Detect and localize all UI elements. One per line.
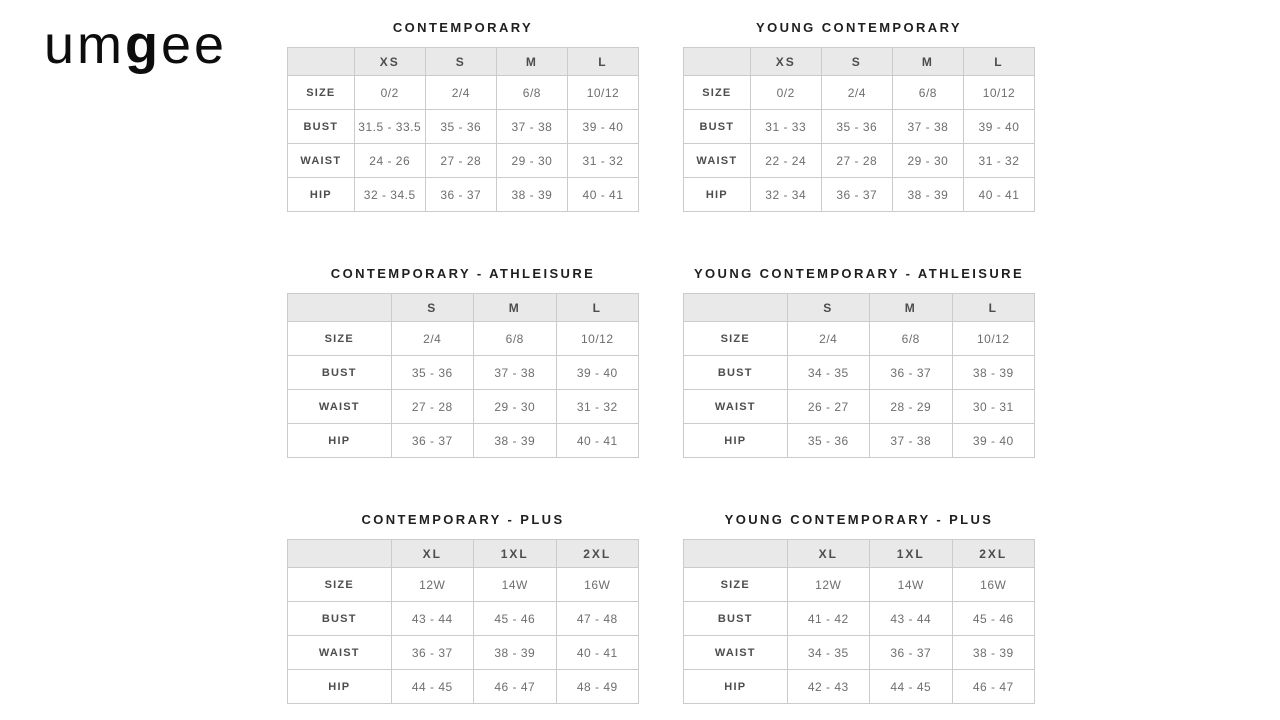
column-header-cell: L [952,294,1035,322]
value-cell: 34 - 35 [787,356,869,390]
table-row [684,322,1035,356]
corner-cell [288,294,392,322]
size-table [287,293,639,458]
value-cell: 40 - 41 [963,178,1034,212]
table-row [684,76,1035,110]
value-cell: 14W [474,568,556,602]
size-table-group [287,510,639,704]
table-row [288,390,639,424]
row-label-cell: HIP [288,178,355,212]
size-table [287,47,639,212]
value-cell: 37 - 38 [870,424,952,458]
table-row [288,568,639,602]
logo-text-suffix: ee [161,15,228,75]
value-cell: 29 - 30 [474,390,556,424]
value-cell: 27 - 28 [425,144,496,178]
value-cell: 47 - 48 [556,602,639,636]
table-row [288,424,639,458]
value-cell: 22 - 24 [750,144,821,178]
size-table-title: YOUNG CONTEMPORARY - PLUS [724,512,994,527]
column-header-cell: M [474,294,556,322]
value-cell: 36 - 37 [870,356,952,390]
corner-cell [684,294,788,322]
column-header-cell: L [567,48,638,76]
row-label-cell: BUST [684,110,751,144]
row-label-cell: SIZE [684,76,751,110]
column-header-cell: M [870,294,952,322]
table-row [288,76,639,110]
value-cell: 32 - 34.5 [354,178,425,212]
value-cell: 27 - 28 [391,390,473,424]
value-cell: 35 - 36 [391,356,473,390]
header-row [288,540,639,568]
row-label-cell: BUST [684,356,788,390]
row-label-cell: BUST [288,602,392,636]
table-row [684,110,1035,144]
column-header-cell: XS [750,48,821,76]
column-header-cell: L [556,294,639,322]
table-row [288,178,639,212]
value-cell: 42 - 43 [787,670,869,704]
value-cell: 16W [556,568,639,602]
size-table-group [683,18,1035,212]
header-row [684,48,1035,76]
value-cell: 31 - 32 [556,390,639,424]
value-cell: 31.5 - 33.5 [354,110,425,144]
table-row [288,356,639,390]
value-cell: 0/2 [354,76,425,110]
header-row [684,294,1035,322]
column-header-cell: S [391,294,473,322]
column-header-cell: S [787,294,869,322]
size-tables-grid [287,18,1035,704]
size-table-group [683,510,1035,704]
row-label-cell: HIP [288,424,392,458]
row-label-cell: SIZE [684,322,788,356]
column-header-cell: M [496,48,567,76]
column-header-cell: XS [354,48,425,76]
value-cell: 46 - 47 [474,670,556,704]
row-label-cell: SIZE [288,322,392,356]
value-cell: 38 - 39 [952,356,1035,390]
row-label-cell: SIZE [684,568,788,602]
row-label-cell: HIP [684,424,788,458]
table-row [684,390,1035,424]
row-label-cell: WAIST [684,636,788,670]
value-cell: 43 - 44 [391,602,473,636]
value-cell: 6/8 [496,76,567,110]
row-label-cell: SIZE [288,76,355,110]
size-table-title: YOUNG CONTEMPORARY [756,20,962,35]
table-row [288,110,639,144]
value-cell: 6/8 [892,76,963,110]
value-cell: 40 - 41 [556,636,639,670]
table-row [684,636,1035,670]
value-cell: 45 - 46 [952,602,1035,636]
row-label-cell: HIP [684,178,751,212]
value-cell: 29 - 30 [496,144,567,178]
value-cell: 37 - 38 [892,110,963,144]
value-cell: 39 - 40 [556,356,639,390]
column-header-cell: XL [391,540,473,568]
table-row [288,670,639,704]
table-row [684,670,1035,704]
row-label-cell: BUST [288,356,392,390]
value-cell: 26 - 27 [787,390,869,424]
value-cell: 38 - 39 [474,636,556,670]
logo-text-prefix: um [44,15,126,75]
value-cell: 12W [391,568,473,602]
column-header-cell: S [425,48,496,76]
value-cell: 44 - 45 [870,670,952,704]
row-label-cell: SIZE [288,568,392,602]
size-table [287,539,639,704]
column-header-cell: S [821,48,892,76]
value-cell: 24 - 26 [354,144,425,178]
corner-cell [684,48,751,76]
value-cell: 35 - 36 [821,110,892,144]
column-header-cell: L [963,48,1034,76]
row-label-cell: HIP [684,670,788,704]
value-cell: 35 - 36 [787,424,869,458]
table-row [684,602,1035,636]
header-row [684,540,1035,568]
value-cell: 30 - 31 [952,390,1035,424]
size-table-group [683,264,1035,458]
table-row [684,144,1035,178]
value-cell: 44 - 45 [391,670,473,704]
row-label-cell: WAIST [288,390,392,424]
table-row [684,424,1035,458]
size-table-title: CONTEMPORARY [392,20,534,35]
value-cell: 34 - 35 [787,636,869,670]
column-header-cell: 2XL [556,540,639,568]
corner-cell [288,48,355,76]
value-cell: 6/8 [474,322,556,356]
value-cell: 27 - 28 [821,144,892,178]
table-row [288,602,639,636]
value-cell: 29 - 30 [892,144,963,178]
value-cell: 16W [952,568,1035,602]
value-cell: 46 - 47 [952,670,1035,704]
value-cell: 12W [787,568,869,602]
value-cell: 10/12 [567,76,638,110]
column-header-cell: 1XL [474,540,556,568]
value-cell: 38 - 39 [496,178,567,212]
value-cell: 43 - 44 [870,602,952,636]
value-cell: 2/4 [821,76,892,110]
table-row [288,144,639,178]
row-label-cell: WAIST [288,636,392,670]
value-cell: 38 - 39 [892,178,963,212]
size-table [683,47,1035,212]
row-label-cell: HIP [288,670,392,704]
value-cell: 31 - 32 [567,144,638,178]
value-cell: 10/12 [952,322,1035,356]
row-label-cell: WAIST [288,144,355,178]
size-table [683,539,1035,704]
size-table-title: YOUNG CONTEMPORARY - ATHLEISURE [693,266,1025,281]
size-table-title: CONTEMPORARY - PLUS [361,512,565,527]
value-cell: 39 - 40 [952,424,1035,458]
column-header-cell: 2XL [952,540,1035,568]
table-row [684,178,1035,212]
value-cell: 10/12 [963,76,1034,110]
value-cell: 0/2 [750,76,821,110]
value-cell: 6/8 [870,322,952,356]
value-cell: 45 - 46 [474,602,556,636]
value-cell: 37 - 38 [474,356,556,390]
column-header-cell: 1XL [870,540,952,568]
value-cell: 35 - 36 [425,110,496,144]
value-cell: 36 - 37 [870,636,952,670]
value-cell: 36 - 37 [425,178,496,212]
table-row [684,568,1035,602]
table-row [684,356,1035,390]
size-table-title: CONTEMPORARY - ATHLEISURE [330,266,596,281]
column-header-cell: XL [787,540,869,568]
value-cell: 31 - 32 [963,144,1034,178]
value-cell: 39 - 40 [963,110,1034,144]
table-row [288,322,639,356]
value-cell: 38 - 39 [952,636,1035,670]
value-cell: 41 - 42 [787,602,869,636]
value-cell: 36 - 37 [391,636,473,670]
header-row [288,48,639,76]
value-cell: 2/4 [787,322,869,356]
row-label-cell: BUST [684,602,788,636]
value-cell: 2/4 [391,322,473,356]
value-cell: 38 - 39 [474,424,556,458]
value-cell: 39 - 40 [567,110,638,144]
value-cell: 32 - 34 [750,178,821,212]
value-cell: 10/12 [556,322,639,356]
value-cell: 40 - 41 [567,178,638,212]
size-table-group [287,264,639,458]
size-table [683,293,1035,458]
column-header-cell: M [892,48,963,76]
row-label-cell: BUST [288,110,355,144]
logo-text-bold-g: g [125,15,162,75]
corner-cell [288,540,392,568]
value-cell: 36 - 37 [821,178,892,212]
brand-logo [44,12,227,78]
value-cell: 36 - 37 [391,424,473,458]
value-cell: 28 - 29 [870,390,952,424]
row-label-cell: WAIST [684,390,788,424]
row-label-cell: WAIST [684,144,751,178]
corner-cell [684,540,788,568]
header-row [288,294,639,322]
value-cell: 37 - 38 [496,110,567,144]
value-cell: 48 - 49 [556,670,639,704]
value-cell: 2/4 [425,76,496,110]
table-row [288,636,639,670]
value-cell: 40 - 41 [556,424,639,458]
value-cell: 31 - 33 [750,110,821,144]
size-table-group [287,18,639,212]
value-cell: 14W [870,568,952,602]
